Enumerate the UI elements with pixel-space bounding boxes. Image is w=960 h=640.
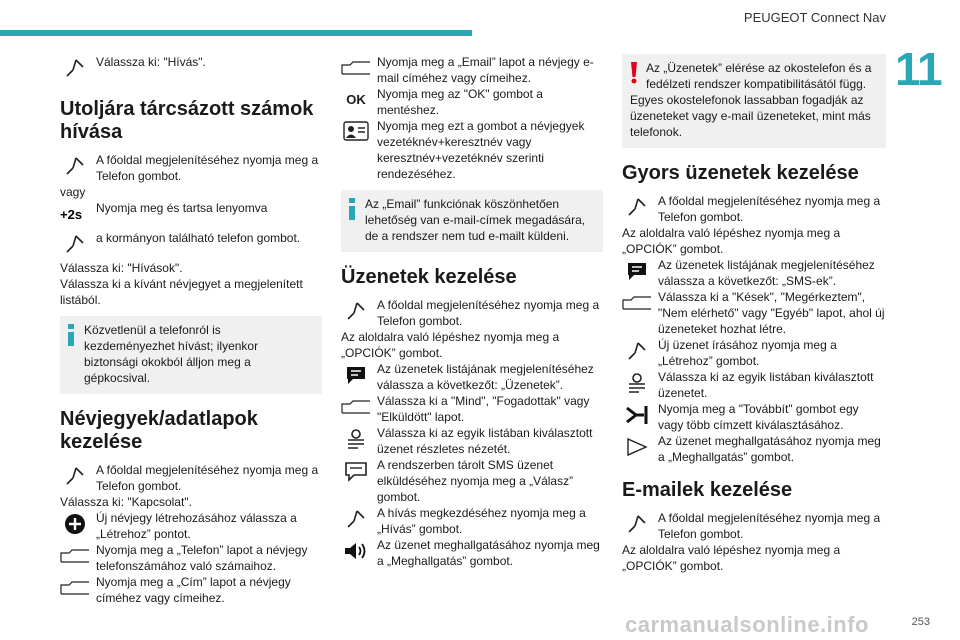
info-note: Közvetlenül a telefonról is kezdeményezhet hívást; ilyenkor biztonsági okokból álljon meg a gépkocsival. [60,316,322,394]
info-icon [349,198,355,220]
paragraph: vagy [60,185,86,199]
paragraph: Válassza ki: "Kapcsolat". [60,495,192,509]
paragraph: Az aloldalra való lépéshez nyomja meg a „OPCIÓK” gombot. [622,543,841,573]
finger-tap-icon [60,55,90,81]
finger-tap-icon [622,338,652,364]
finger-tap-icon [622,194,652,220]
step: A hívás megkezdéséhez nyomja meg a „Hívás” gombot. [341,505,603,537]
header-accent-bar [0,30,472,36]
svg-text:+2s: +2s [60,207,83,222]
tab-icon [622,290,652,316]
step: Nyomja meg a „Email” lapot a névjegy e-mail címéhez vagy címeihez. [341,54,603,86]
info-icon [68,324,74,346]
info-note: Az „Email” funkciónak köszönhetően lehetőség van e-mail-címek megadására, de a rendszer nem tud e-mailt küldeni. [341,190,603,252]
tab-icon [60,543,90,569]
speaker-icon [341,538,371,564]
step: Új üzenet írásához nyomja meg a „Létrehoz” gombot. [622,337,886,369]
section-title-quick-messages: Gyors üzenetek kezelése [622,162,859,184]
step: OK Nyomja meg az "OK" gombot a mentéshez. [341,86,603,118]
step: +2s Nyomja meg és tartsa lenyomva [60,200,322,230]
contact-sort-icon [341,119,371,145]
step: a kormányon található telefon gombot. [60,230,322,260]
step: Az üzenet meghallgatásához nyomja meg a „Meghallgatás” gombot. [622,433,886,465]
paragraph: Válassza ki: "Hívások". [60,261,183,275]
long-press-icon [60,201,90,227]
paragraph: Válassza ki a kívánt névjegyet a megjelenített listából. [60,277,303,307]
finger-tap-icon [341,298,371,324]
finger-tap-icon [60,463,90,489]
section-title-contacts: Névjegyek/adatlapok kezelése [60,408,258,453]
reply-icon [341,458,371,484]
step: Nyomja meg a „Cím” lapot a névjegy címéhez vagy címeihez. [60,574,322,606]
step: A rendszerben tárolt SMS üzenet elküldéséhez nyomja meg a „Válasz” gombot. [341,457,603,505]
step: A főoldal megjelenítéséhez nyomja meg a Telefon gombot. [341,297,603,329]
step: Nyomja meg a "Továbbít" gombot egy vagy több címzett kiválasztásához. [622,401,886,433]
finger-tap-icon [60,153,90,179]
step: Az üzenetek listájának megjelenítéséhez válassza a következőt: „SMS-ek”. [622,257,886,289]
step: Új névjegy létrehozásához válassza a „Létrehoz” pontot. [60,510,322,542]
paragraph: Az aloldalra való lépéshez nyomja meg a „OPCIÓK” gombot. [622,226,841,256]
intro-text: Válassza ki: "Hívás". [96,55,206,69]
step: A főoldal megjelenítéséhez nyomja meg a Telefon gombot. [622,510,886,542]
step: Az üzenet meghallgatásához nyomja meg a „Meghallgatás” gombot. [341,537,603,569]
watermark: carmanualsonline.info [625,612,869,637]
ok-icon: OK [346,92,366,107]
column-1 [60,54,322,606]
column-2 [341,54,603,569]
header-title: PEUGEOT Connect Nav [743,10,886,25]
step: A főoldal megjelenítéséhez nyomja meg a Telefon gombot. [60,152,322,184]
chapter-number: 11 [895,43,942,95]
sms-icon [622,258,652,284]
sms-icon [341,362,371,388]
step: Válassza ki a "Kések", "Megérkeztem", "Nem elérhető" vagy "Egyéb" lapot, ahol új üzeneteket hozhat létre. [622,289,886,337]
tab-icon [60,575,90,601]
tab-icon [341,55,371,81]
warning-note: Az „Üzenetek” elérése az okostelefon és a fedélzeti rendszer kompatibilitásától függ. Egyes okostelefonok lassabban fogadják az üzeneteket vagy e-mail üzeneteket, mint más telefonok. [622,54,886,148]
section-title-recent-calls: Utoljára tárcsázott számok hívása [60,98,314,143]
step: Válassza ki a "Mind", "Fogadottak" vagy "Elküldött" lapot. [341,393,603,425]
section-title-emails: E-mailek kezelése [622,479,793,501]
step: A főoldal megjelenítéséhez nyomja meg a Telefon gombot. [60,462,322,494]
step: Nyomja meg ezt a gombot a névjegyek vezetéknév+keresztnév vagy keresztnév+vezetéknév szerinti rendezéséhez. [341,118,603,182]
paragraph: Az aloldalra való lépéshez nyomja meg a „OPCIÓK” gombot. [341,330,560,360]
finger-tap-icon [60,231,90,257]
step: Az üzenetek listájának megjelenítéséhez válassza a következőt: „Üzenetek”. [341,361,603,393]
step: Válassza ki az egyik listában kiválasztott üzenet részletes nézetét. [341,425,603,457]
column-3 [622,54,886,574]
message-detail-icon [622,370,652,396]
finger-tap-icon [622,511,652,537]
step: A főoldal megjelenítéséhez nyomja meg a Telefon gombot. [622,193,886,225]
tab-icon [341,394,371,420]
warning-icon [630,62,638,84]
step: Nyomja meg a „Telefon” lapot a névjegy telefonszámához való számaihoz. [60,542,322,574]
finger-tap-icon [341,506,371,532]
page-number: 253 [911,616,930,628]
play-icon [622,434,652,460]
add-circle-icon [60,511,90,537]
message-detail-icon [341,426,371,452]
step: Válassza ki az egyik listában kiválasztott üzenetet. [622,369,886,401]
section-title-messages: Üzenetek kezelése [341,266,517,288]
step-intro [60,54,322,84]
forward-icon [622,402,652,428]
